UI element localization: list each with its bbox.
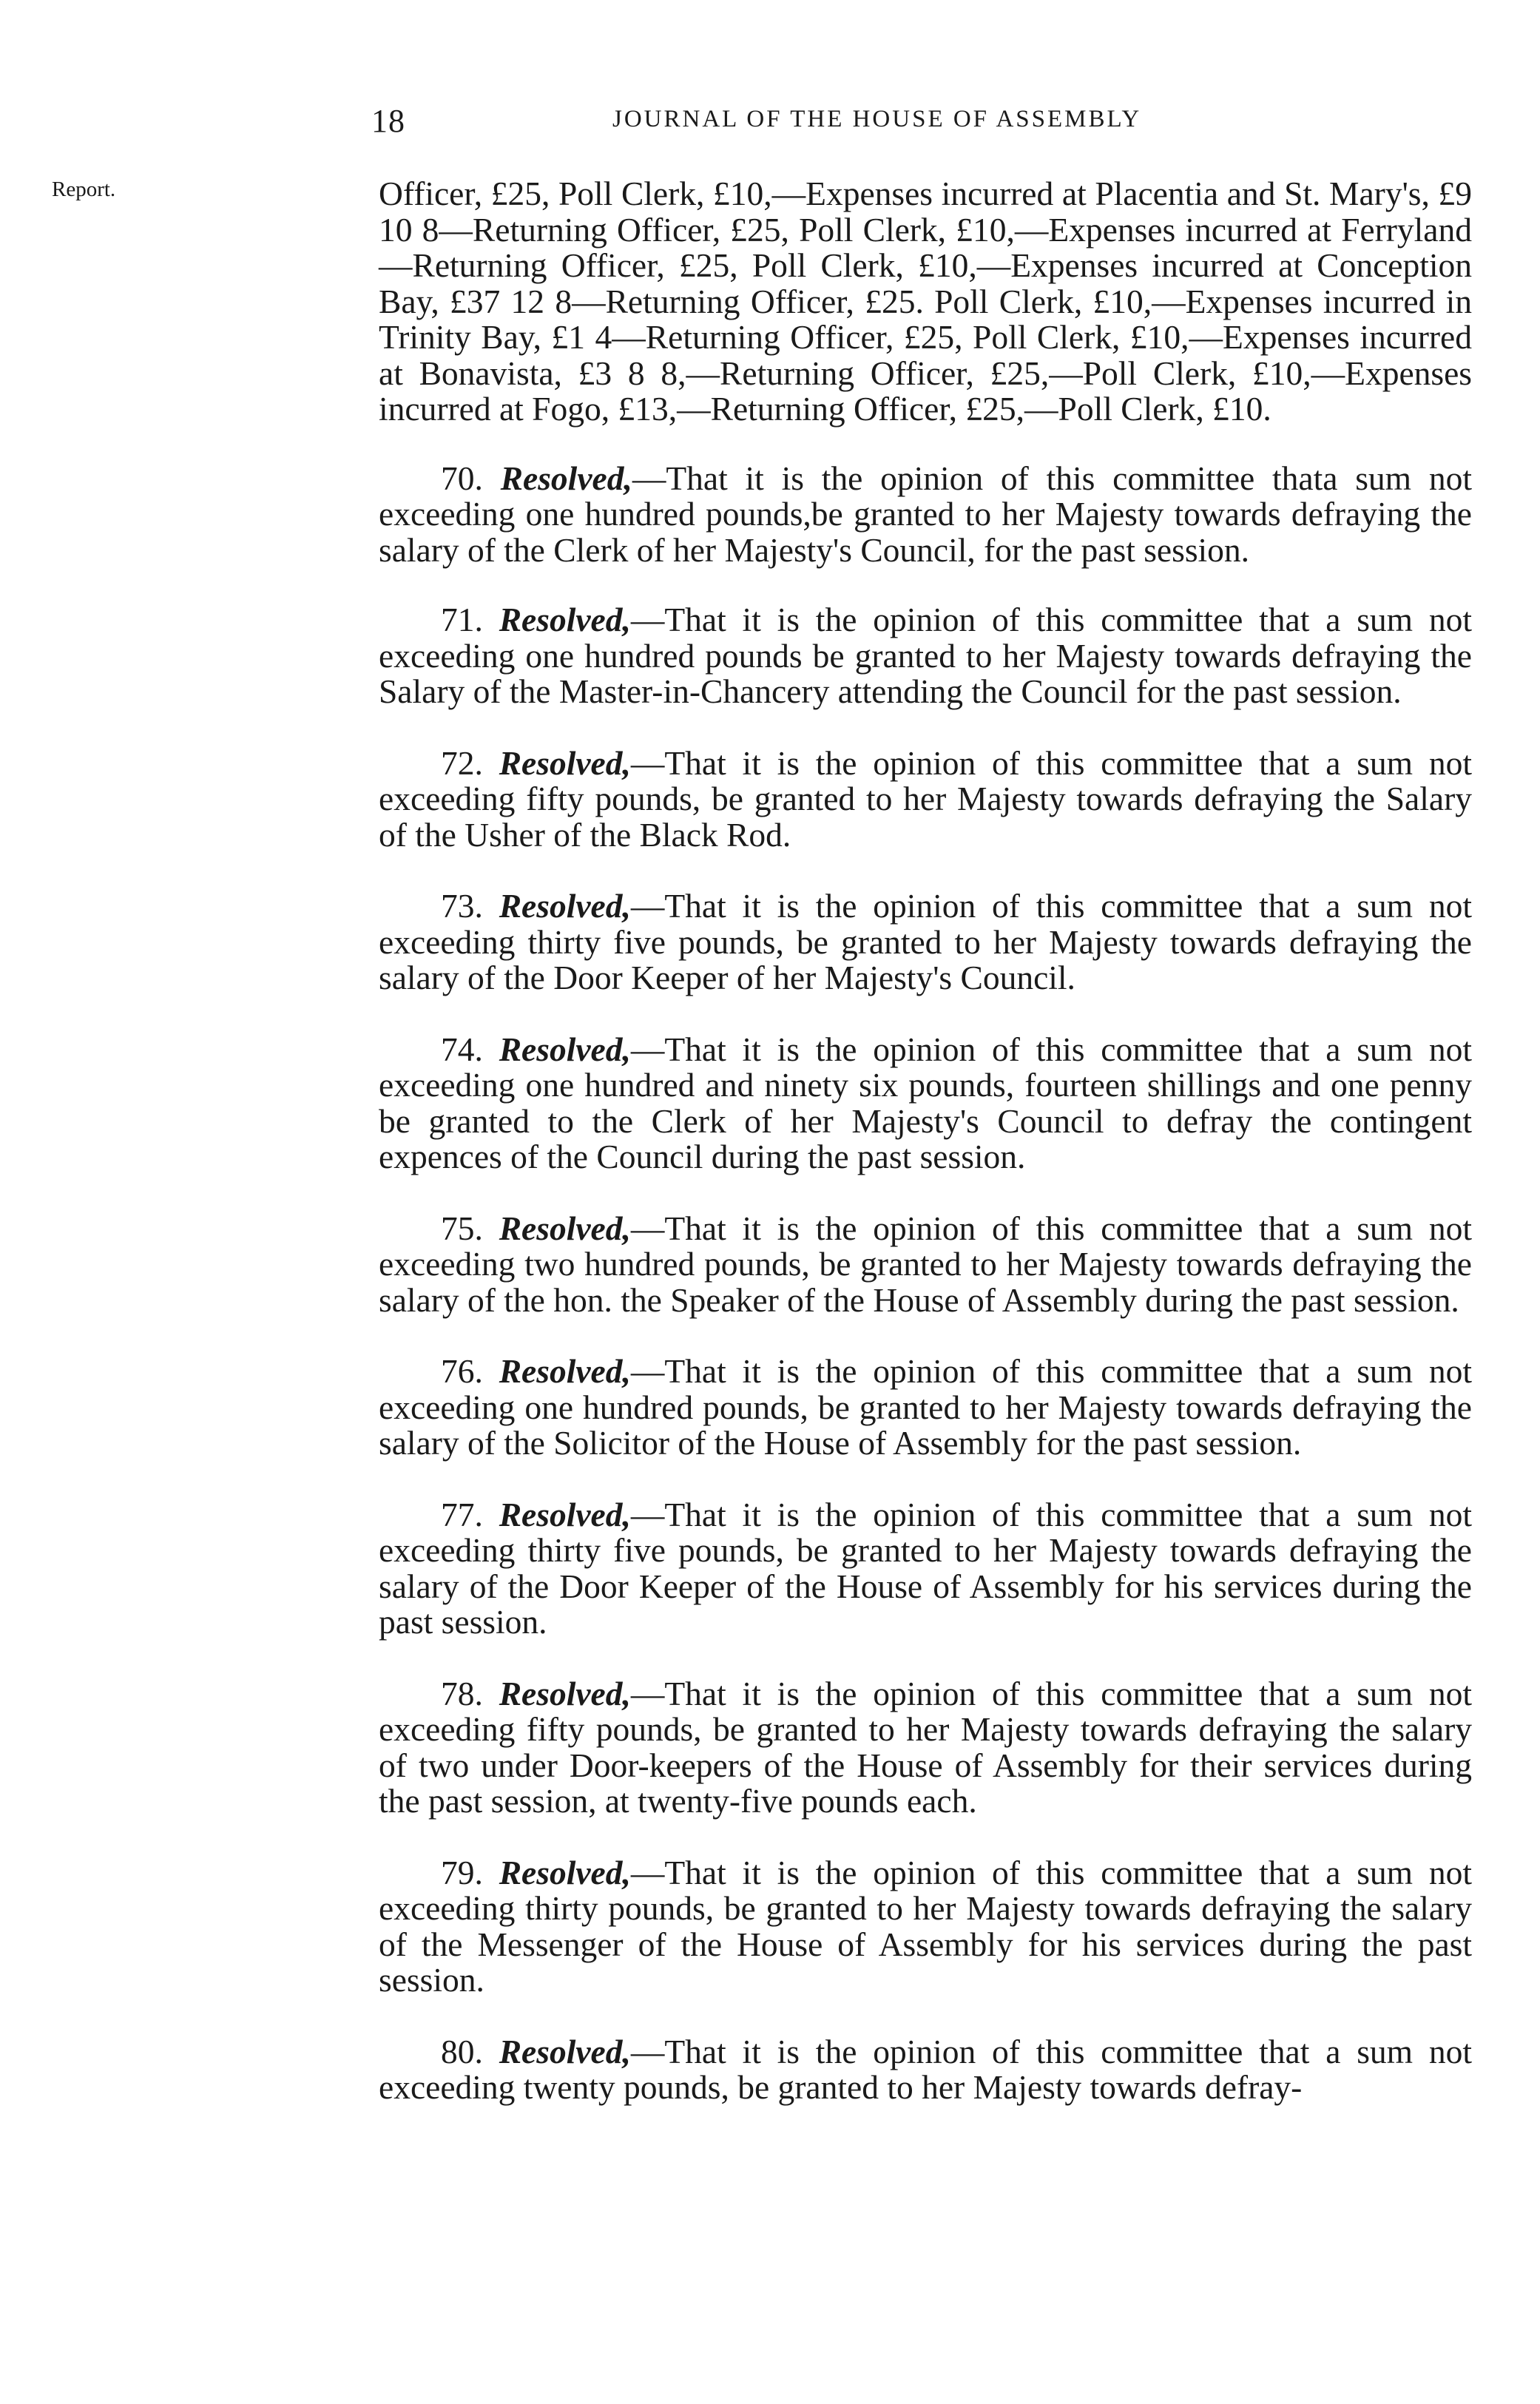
resolution-number: 76.	[441, 1352, 483, 1390]
running-title: JOURNAL OF THE HOUSE OF ASSEMBLY	[612, 106, 1142, 132]
resolution-74	[379, 1032, 1472, 1175]
resolution-72	[379, 743, 1472, 854]
resolution-label: Resolved,	[499, 2032, 631, 2070]
resolution-73	[379, 888, 1472, 996]
resolution-label: Resolved,	[499, 601, 631, 638]
resolution-text: —That it is the opinion of this committee that a sum not exceeding twenty pounds, be granted to her Majesty towards defray-	[379, 2032, 1472, 2106]
resolution-text: —That it is the opinion of this committee that a sum not exceeding thirty five pounds, be granted to her Majesty towards defraying the salary of the Door Keeper of the House of Assembly for his services during the past session.	[379, 1495, 1472, 1641]
resolution-71	[379, 602, 1472, 710]
resolution-number: 80.	[441, 2032, 483, 2070]
resolution-label: Resolved,	[499, 1674, 631, 1712]
resolution-label: Resolved,	[499, 1352, 631, 1390]
resolution-number: 77.	[441, 1495, 483, 1533]
resolution-number: 78.	[441, 1674, 483, 1712]
resolution-number: 71.	[441, 601, 483, 638]
resolution-75	[379, 1211, 1472, 1319]
text-column	[379, 176, 1472, 2106]
resolution-label: Resolved,	[499, 1209, 631, 1247]
resolution-label: Resolved,	[500, 459, 632, 497]
resolution-text: —That it is the opinion of this committee that a sum not exceeding one hundred and ninety six pounds, fourteen shillings and one penny be granted to the Clerk of her Majesty's Council to defray the contingent expences of the Council during the past session.	[379, 1030, 1472, 1175]
page-number: 18	[371, 103, 405, 139]
resolution-text: —That it is the opinion of this committee that a sum not exceeding thirty pounds, be granted to her Majesty towards defraying the salary of the Messenger of the House of Assembly for his services during the past session.	[379, 1853, 1472, 1999]
resolution-text: —That it is the opinion of this committee that a sum not exceeding one hundred pounds, be granted to her Majesty towards defraying the salary of the Solicitor of the House of Assembly for the past session.	[379, 1352, 1472, 1462]
resolution-label: Resolved,	[499, 887, 631, 925]
lead-paragraph: Officer, £25, Poll Clerk, £10,—Expenses incurred at Placentia and St. Mary's, £9 10 8—Returning Officer, £25, Poll Clerk, £10,—Expenses incurred at Ferryland—Returning Officer, £25, Poll Clerk, £10,—Expenses incurred at Conception Bay, £37 12 8—Returning Officer, £25. Poll Clerk, £10,—Expenses incurred in Trinity Bay, £1 4—Returning Officer, £25, Poll Clerk, £10,—Expenses incurred at Bonavista, £3 8 8,—Returning Officer, £25,—Poll Clerk, £10,—Expenses incurred at Fogo, £13,—Returning Officer, £25,—Poll Clerk, £10.	[379, 175, 1472, 428]
resolution-number: 70.	[441, 459, 483, 497]
resolution-text: —That it is the opinion of this committee that a sum not exceeding fifty pounds, be granted to her Majesty towards defraying the salary of two under Door-keepers of the House of Assembly for their services during the past session, at twenty-five pounds each.	[379, 1674, 1472, 1820]
resolution-label: Resolved,	[499, 743, 631, 782]
resolution-70	[379, 461, 1472, 569]
resolution-number: 75.	[441, 1209, 483, 1247]
resolution-number: 73.	[441, 887, 483, 925]
margin-note: Report.	[52, 178, 116, 201]
resolution-76	[379, 1354, 1472, 1462]
resolution-label: Resolved,	[499, 1030, 631, 1068]
resolution-79	[379, 1855, 1472, 1999]
resolution-80	[379, 2034, 1472, 2106]
resolution-number: 72.	[441, 743, 483, 782]
resolution-label: Resolved,	[499, 1495, 631, 1533]
resolution-text: —That it is the opinion of this committee that a sum not exceeding thirty five pounds, be granted to her Majesty towards defraying the salary of the Door Keeper of her Majesty's Council.	[379, 887, 1472, 996]
resolution-label: Resolved,	[499, 1853, 631, 1891]
resolution-number: 79.	[441, 1853, 483, 1891]
resolution-text: —That it is the opinion of this committee thata sum not exceeding one hundred pounds,be granted to her Majesty towards defraying the salary of the Clerk of her Majesty's Council, for the past session.	[379, 459, 1472, 569]
resolution-number: 74.	[441, 1030, 483, 1068]
resolution-text: —That it is the opinion of this committee that a sum not exceeding fifty pounds, be granted to her Majesty towards defraying the Salary of the Usher of the Black Rod.	[379, 743, 1472, 854]
resolution-text: —That it is the opinion of this committee that a sum not exceeding two hundred pounds, be granted to her Majesty towards defraying the salary of the hon. the Speaker of the House of Assembly during the past session.	[379, 1209, 1472, 1319]
resolution-text: —That it is the opinion of this committee that a sum not exceeding one hundred pounds be granted to her Majesty towards defraying the Salary of the Master-in-Chancery attending the Council for the past session.	[379, 601, 1472, 710]
resolution-77	[379, 1497, 1472, 1641]
resolution-78	[379, 1676, 1472, 1820]
